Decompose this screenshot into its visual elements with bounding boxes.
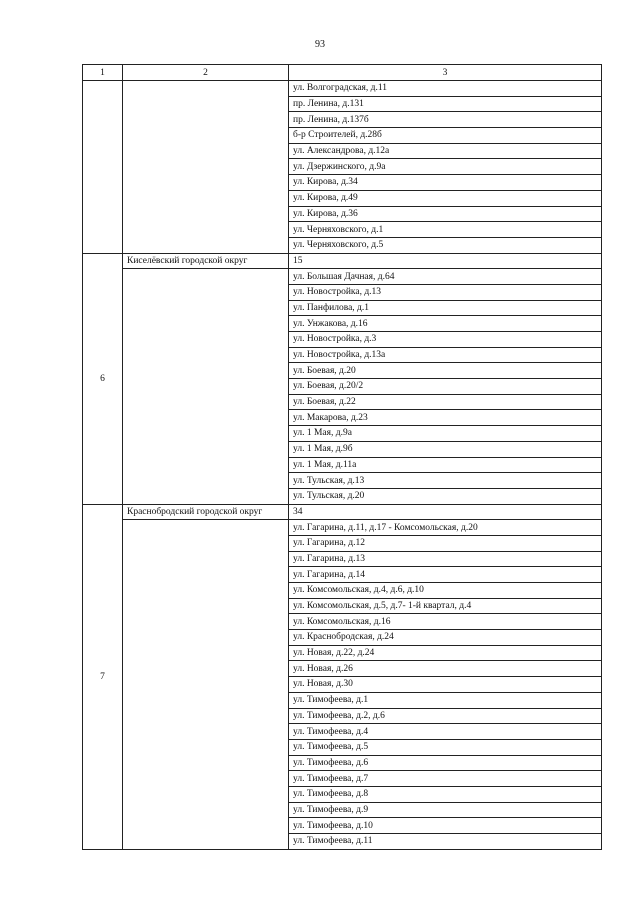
address-cell: ул. Комсомольская, д.4, д.6, д.10 <box>289 583 602 599</box>
address-cell: ул. Гагарина, д.13 <box>289 551 602 567</box>
region-name: Краснобродский городской округ <box>123 504 289 520</box>
address-table <box>82 64 602 850</box>
address-cell: ул. Черняховского, д.1 <box>289 222 602 238</box>
address-cell: пр. Ленина, д.137б <box>289 112 602 128</box>
address-cell: ул. Тимофеева, д.2, д.6 <box>289 708 602 724</box>
region-number: 6 <box>83 253 123 504</box>
region-row <box>83 253 602 269</box>
address-cell: ул. Тимофеева, д.7 <box>289 771 602 787</box>
address-cell: ул. Новая, д.22, д.24 <box>289 645 602 661</box>
address-cell: ул. Дзержинского, д.9а <box>289 159 602 175</box>
address-cell: ул. Тимофеева, д.9 <box>289 802 602 818</box>
table-header <box>83 65 602 81</box>
header-col-2: 2 <box>123 65 289 81</box>
address-cell: ул. Кирова, д.34 <box>289 175 602 191</box>
address-cell: ул. Большая Дачная, д.64 <box>289 269 602 285</box>
address-cell: ул. 1 Мая, д.11а <box>289 457 602 473</box>
address-cell: ул. Кирова, д.36 <box>289 206 602 222</box>
address-cell: ул. 1 Мая, д.9а <box>289 426 602 442</box>
region-number: 7 <box>83 504 123 849</box>
address-cell: ул. Тимофеева, д.1 <box>289 692 602 708</box>
address-count: 15 <box>289 253 602 269</box>
address-cell: б-р Строителей, д.28б <box>289 128 602 144</box>
address-cell: ул. Унжакова, д.16 <box>289 316 602 332</box>
address-cell: ул. Гагарина, д.12 <box>289 535 602 551</box>
address-cell: ул. Боевая, д.20/2 <box>289 379 602 395</box>
address-cell: ул. Волгоградская, д.11 <box>289 81 602 97</box>
header-col-3: 3 <box>289 65 602 81</box>
header-row <box>83 65 602 81</box>
region-name-blank <box>123 269 289 504</box>
table-body <box>83 81 602 850</box>
address-cell: ул. Тимофеева, д.5 <box>289 739 602 755</box>
table-row <box>83 81 602 97</box>
address-cell: ул. Новостройка, д.13 <box>289 284 602 300</box>
address-cell: ул. Гагарина, д.14 <box>289 567 602 583</box>
region-row <box>83 504 602 520</box>
header-col-1: 1 <box>83 65 123 81</box>
address-cell: ул. Тимофеева, д.4 <box>289 724 602 740</box>
address-cell: ул. 1 Мая, д.9б <box>289 441 602 457</box>
address-cell: ул. Тимофеева, д.10 <box>289 818 602 834</box>
address-cell: ул. Комсомольская, д.16 <box>289 614 602 630</box>
region-name <box>123 81 289 254</box>
address-cell: ул. Боевая, д.20 <box>289 363 602 379</box>
address-cell: ул. Тимофеева, д.11 <box>289 834 602 850</box>
address-cell: ул. Макарова, д.23 <box>289 410 602 426</box>
address-cell: ул. Панфилова, д.1 <box>289 300 602 316</box>
address-cell: ул. Тимофеева, д.8 <box>289 786 602 802</box>
address-cell: ул. Гагарина, д.11, д.17 - Комсомольская, д.20 <box>289 520 602 536</box>
region-number <box>83 81 123 254</box>
address-cell: ул. Тульская, д.20 <box>289 488 602 504</box>
page-number: 93 <box>315 39 325 50</box>
address-cell: ул. Новая, д.26 <box>289 661 602 677</box>
address-cell: ул. Александрова, д.12а <box>289 143 602 159</box>
table-row <box>83 269 602 285</box>
address-cell: ул. Новостройка, д.3 <box>289 332 602 348</box>
address-cell: ул. Черняховского, д.5 <box>289 237 602 253</box>
region-name: Киселёвский городской округ <box>123 253 289 269</box>
address-cell: ул. Тимофеева, д.6 <box>289 755 602 771</box>
table-row <box>83 520 602 536</box>
address-count: 34 <box>289 504 602 520</box>
address-cell: ул. Новостройка, д.13а <box>289 347 602 363</box>
address-cell: ул. Комсомольская, д.5, д.7- 1-й квартал, д.4 <box>289 598 602 614</box>
address-cell: ул. Новая, д.30 <box>289 677 602 693</box>
address-cell: ул. Краснобродская, д.24 <box>289 630 602 646</box>
address-cell: ул. Боевая, д.22 <box>289 394 602 410</box>
address-cell: пр. Ленина, д.131 <box>289 96 602 112</box>
address-cell: ул. Тульская, д.13 <box>289 473 602 489</box>
region-name-blank <box>123 520 289 849</box>
address-cell: ул. Кирова, д.49 <box>289 190 602 206</box>
